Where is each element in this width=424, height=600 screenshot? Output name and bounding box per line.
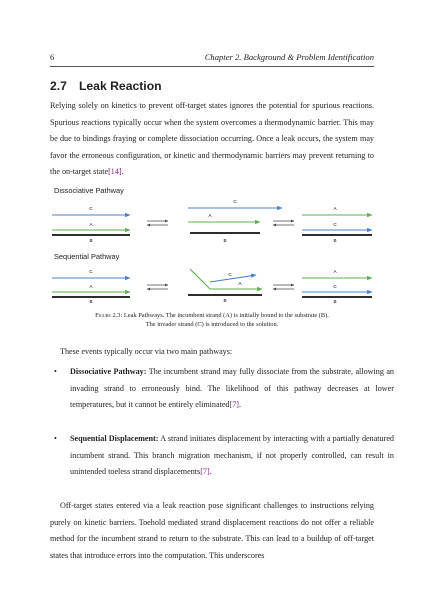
dissociative-state-1	[52, 206, 130, 243]
paragraph-intro	[50, 98, 374, 181]
equilibrium-arrows	[147, 221, 168, 225]
sequential-pathway-title: Sequential Pathway	[54, 252, 120, 261]
label-b: B	[89, 238, 93, 243]
label-a: A	[333, 269, 337, 274]
dissociative-state-2	[188, 199, 282, 243]
label-b: B	[333, 299, 337, 304]
leak-pathways-figure	[50, 186, 374, 304]
chapter-title: Chapter 2. Background & Problem Identification	[204, 52, 374, 62]
sequential-state-1	[52, 269, 130, 304]
list-item-term: Dissociative Pathway:	[70, 367, 147, 376]
label-b: B	[333, 238, 337, 243]
label-b: B	[223, 238, 227, 243]
paragraph-intro-text: Relying solely on kinetics to prevent off-target states ignores the potential for spurious reactions. Spurious reactions typically occur when the system overcomes a thermodynamic barrier. This may be due to bindings fraying or complete dissociation occurring. Once a leak occurs, the system may favor the erroneous configuration, or kinetic and thermodynamic barriers may prevent returning to the on-target state	[50, 101, 374, 176]
header-rule	[50, 66, 374, 67]
equilibrium-arrows	[273, 285, 294, 289]
section-number: 2.7	[50, 79, 67, 93]
label-a: A	[333, 206, 337, 211]
list-item-text: The incumbent strand may fully dissociate from the substrate, allowing an invading strand to erroneously bind. The likelihood of this pathway decreases at lower temperatures, but it cannot be entirely eliminated	[70, 367, 394, 409]
figure-caption-label: Figure 2.3:	[95, 312, 123, 319]
label-c: C	[333, 284, 337, 289]
equilibrium-arrows	[273, 221, 294, 225]
figure-caption-text: Leak Pathways. The incumbent strand (A) is initially bound to the substrate (B). The invader strand (C) is introduced to the solution.	[123, 312, 329, 328]
sequential-state-3	[302, 269, 372, 304]
label-c: C	[89, 206, 93, 211]
label-a: A	[238, 281, 242, 286]
equilibrium-arrows	[147, 285, 168, 289]
page-header	[50, 52, 374, 66]
label-b: B	[223, 298, 227, 303]
figure-caption	[92, 311, 332, 329]
label-a: A	[208, 213, 212, 218]
section-heading	[50, 79, 162, 93]
sequential-state-2	[188, 269, 262, 303]
citation-link[interactable]: [7]	[200, 467, 210, 476]
label-a: A	[89, 284, 93, 289]
label-c: C	[233, 199, 237, 204]
citation-link[interactable]: [7]	[229, 400, 239, 409]
paragraph-pathways-text: These events typically occur via two main pathways:	[60, 347, 233, 356]
paragraph-intro-end: .	[121, 167, 124, 176]
list-item-end: .	[209, 467, 212, 476]
label-b: B	[89, 299, 93, 304]
list-item-text: A strand initiates displacement by interacting with a partially denatured incumbent strand. This branch migration mechanism, if not properly controlled, can result in unintended toeless strand displacements	[70, 434, 394, 476]
dissociative-pathway-title: Dissociative Pathway	[54, 186, 124, 195]
label-c: C	[333, 222, 337, 227]
paragraph-off-target-text: Off-target states entered via a leak reaction pose significant challenges to instructions relying purely on kinetic barriers. Toehold mediated strand displacement reactions do not offer a reliable method for the incumbent strand to return to the substrate. This can lead to a buildup of off-target states that introduce errors into the computation. This underscores	[50, 501, 374, 560]
paragraph-pathways	[50, 344, 374, 361]
paragraph-off-target	[50, 498, 374, 564]
list-item	[50, 364, 394, 414]
leak-pathways-diagram	[50, 186, 374, 304]
page-number: 6	[50, 52, 55, 62]
label-c: C	[89, 269, 93, 274]
dissociative-state-3	[302, 206, 372, 243]
list-item-term: Sequential Displacement:	[70, 434, 159, 443]
list-item-end: .	[239, 400, 242, 409]
label-c: C	[228, 272, 232, 277]
bullet-icon: •	[54, 367, 57, 376]
bullet-icon: •	[54, 434, 57, 443]
label-a: A	[89, 222, 93, 227]
section-title: Leak Reaction	[78, 79, 162, 93]
list-item	[50, 431, 394, 481]
citation-link[interactable]: [14]	[108, 167, 122, 176]
